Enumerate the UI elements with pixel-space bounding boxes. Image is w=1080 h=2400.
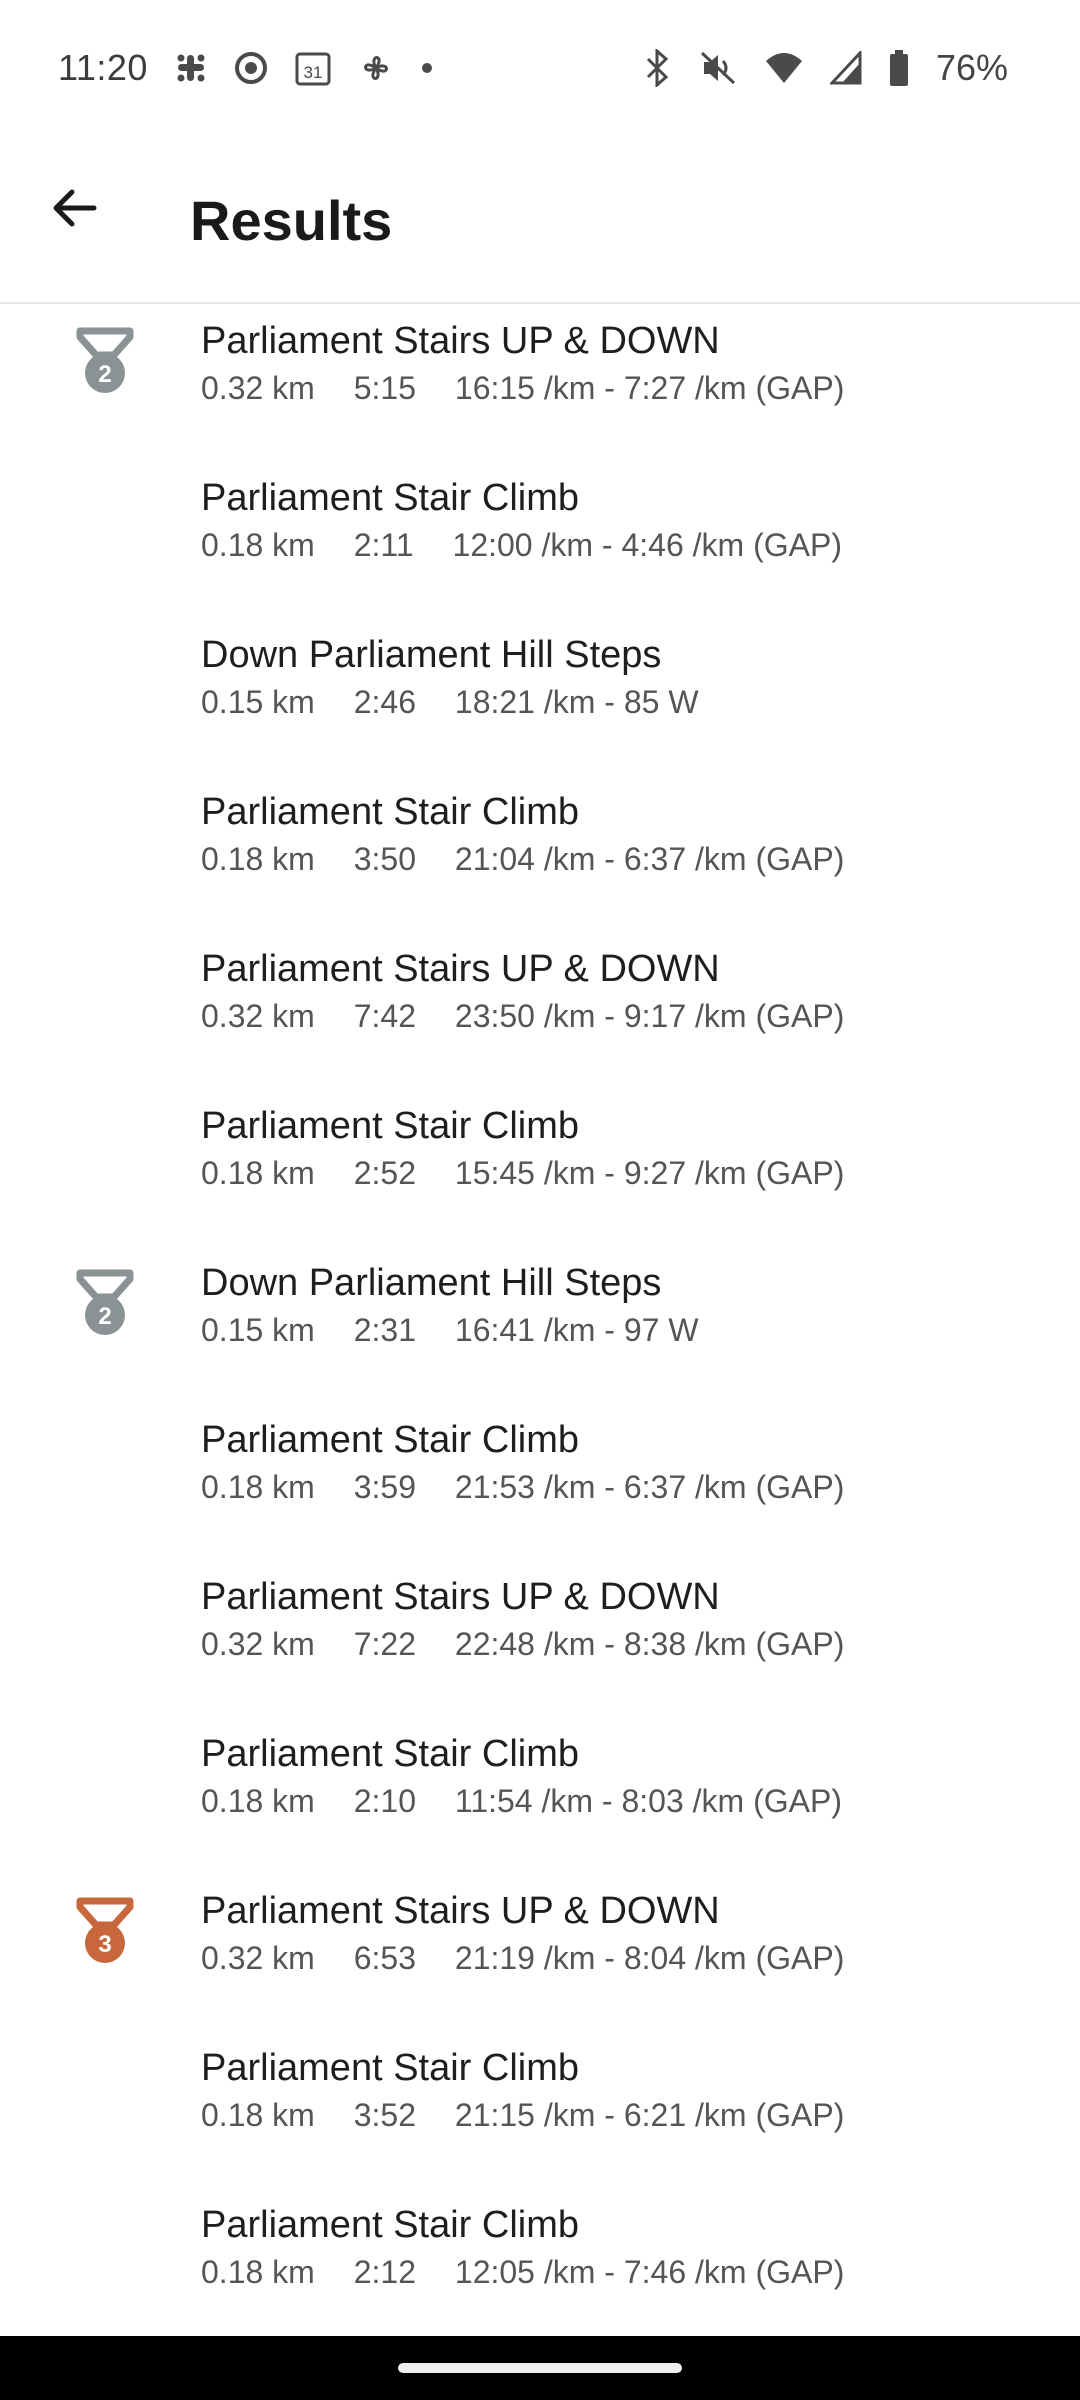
segment-pace: 21:53 /km - 6:37 /km (GAP): [454, 1469, 845, 1505]
medal-rank: 3: [98, 1931, 112, 1958]
segment-name: Parliament Stair Climb: [201, 2047, 579, 2089]
segment-time: 2:31: [353, 1312, 416, 1348]
medal-icon: [74, 1897, 136, 1967]
segment-stats: [201, 998, 874, 1035]
segment-stats: [201, 2254, 874, 2291]
navigation-bar: [0, 2336, 1080, 2400]
home-gesture-handle[interactable]: [398, 2363, 682, 2373]
segment-name: Parliament Stairs UP & DOWN: [201, 320, 720, 362]
segment-name: Parliament Stair Climb: [201, 2204, 579, 2246]
segment-distance: 0.18 km: [201, 841, 315, 877]
result-row[interactable]: [0, 1248, 1080, 1405]
status-bar: [0, 0, 1080, 136]
segment-stats: [201, 370, 874, 407]
segment-distance: 0.32 km: [201, 1940, 315, 1976]
segment-name: Parliament Stair Climb: [201, 1105, 579, 1147]
medal-icon: [74, 327, 136, 397]
segment-stats: [201, 684, 729, 721]
chrome-icon: [234, 51, 268, 85]
result-row[interactable]: [0, 2190, 1080, 2347]
status-time: 11:20: [58, 47, 148, 88]
segment-stats: [201, 2097, 874, 2134]
segment-distance: 0.18 km: [201, 1469, 315, 1505]
segment-pace: 15:45 /km - 9:27 /km (GAP): [454, 1155, 845, 1191]
segment-time: 2:52: [353, 1155, 416, 1191]
segment-name: Parliament Stairs UP & DOWN: [201, 1576, 720, 1618]
segment-distance: 0.18 km: [201, 2097, 315, 2133]
result-row[interactable]: [0, 2033, 1080, 2190]
segment-name: Down Parliament Hill Steps: [201, 634, 662, 676]
segment-stats: [201, 1155, 874, 1192]
bluetooth-icon: [642, 49, 672, 87]
page-title: Results: [190, 189, 393, 252]
calendar-day: 31: [303, 63, 323, 82]
segment-time: 2:10: [353, 1783, 416, 1819]
segment-stats: [201, 1312, 729, 1349]
calendar-icon: [294, 49, 332, 87]
wifi-icon: [764, 51, 804, 85]
results-list: [0, 306, 1080, 2347]
segment-name: Parliament Stair Climb: [201, 1419, 579, 1461]
segment-time: 3:52: [353, 2097, 416, 2133]
battery-percent: 76%: [935, 47, 1008, 88]
segment-pace: 21:15 /km - 6:21 /km (GAP): [454, 2097, 845, 2133]
mute-icon: [698, 49, 738, 87]
segment-stats: [201, 527, 872, 564]
result-row[interactable]: [0, 306, 1080, 463]
segment-pace: 22:48 /km - 8:38 /km (GAP): [454, 1626, 845, 1662]
segment-name: Parliament Stair Climb: [201, 791, 579, 833]
segment-time: 6:53: [353, 1940, 416, 1976]
result-row[interactable]: [0, 1876, 1080, 2033]
segment-time: 2:11: [353, 527, 414, 563]
status-right: [642, 47, 1008, 89]
segment-time: 3:59: [353, 1469, 416, 1505]
segment-distance: 0.15 km: [201, 1312, 315, 1348]
status-left: [58, 47, 434, 89]
result-row[interactable]: [0, 620, 1080, 777]
result-row[interactable]: [0, 1405, 1080, 1562]
segment-name: Down Parliament Hill Steps: [201, 1262, 662, 1304]
segment-pace: 12:05 /km - 7:46 /km (GAP): [454, 2254, 845, 2290]
segment-name: Parliament Stairs UP & DOWN: [201, 1890, 720, 1932]
arrow-left-icon: [50, 184, 98, 237]
result-row[interactable]: [0, 1091, 1080, 1248]
result-row[interactable]: [0, 1562, 1080, 1719]
segment-pace: 11:54 /km - 8:03 /km (GAP): [454, 1783, 842, 1819]
battery-icon: [888, 49, 910, 87]
segment-stats: [201, 1783, 872, 1820]
segment-pace: 23:50 /km - 9:17 /km (GAP): [454, 998, 845, 1034]
segment-stats: [201, 1940, 874, 1977]
result-row[interactable]: [0, 934, 1080, 1091]
segment-pace: 21:19 /km - 8:04 /km (GAP): [454, 1940, 845, 1976]
segment-distance: 0.32 km: [201, 998, 315, 1034]
segment-pace: 16:41 /km - 97 W: [454, 1312, 699, 1348]
medal-rank: 2: [98, 361, 112, 388]
segment-pace: 21:04 /km - 6:37 /km (GAP): [454, 841, 845, 877]
segment-time: 7:22: [353, 1626, 416, 1662]
segment-stats: [201, 1626, 874, 1663]
segment-name: Parliament Stair Climb: [201, 1733, 579, 1775]
result-row[interactable]: [0, 463, 1080, 620]
segment-name: Parliament Stairs UP & DOWN: [201, 948, 720, 990]
signal-icon: [830, 51, 862, 85]
dot-icon: [420, 61, 434, 75]
result-row[interactable]: [0, 777, 1080, 934]
segment-distance: 0.18 km: [201, 1155, 315, 1191]
app-bar: [0, 136, 1080, 304]
segment-distance: 0.18 km: [201, 527, 315, 563]
segment-pace: 18:21 /km - 85 W: [454, 684, 699, 720]
medal-rank: 2: [98, 1303, 112, 1330]
segment-time: 7:42: [353, 998, 416, 1034]
segment-pace: 16:15 /km - 7:27 /km (GAP): [454, 370, 845, 406]
segment-stats: [201, 841, 874, 878]
segment-time: 5:15: [353, 370, 416, 406]
segment-distance: 0.15 km: [201, 684, 315, 720]
medal-icon: [74, 1269, 136, 1339]
segment-time: 2:12: [353, 2254, 416, 2290]
slack-icon: [174, 51, 208, 85]
segment-stats: [201, 1469, 874, 1506]
segment-distance: 0.32 km: [201, 370, 315, 406]
segment-distance: 0.18 km: [201, 1783, 315, 1819]
segment-distance: 0.18 km: [201, 2254, 315, 2290]
result-row[interactable]: [0, 1719, 1080, 1876]
segment-name: Parliament Stair Climb: [201, 477, 579, 519]
segment-pace: 12:00 /km - 4:46 /km (GAP): [452, 527, 842, 563]
segment-distance: 0.32 km: [201, 1626, 315, 1662]
back-button[interactable]: [36, 172, 112, 248]
segment-time: 3:50: [353, 841, 416, 877]
segment-time: 2:46: [353, 684, 416, 720]
pinwheel-icon: [358, 50, 394, 86]
